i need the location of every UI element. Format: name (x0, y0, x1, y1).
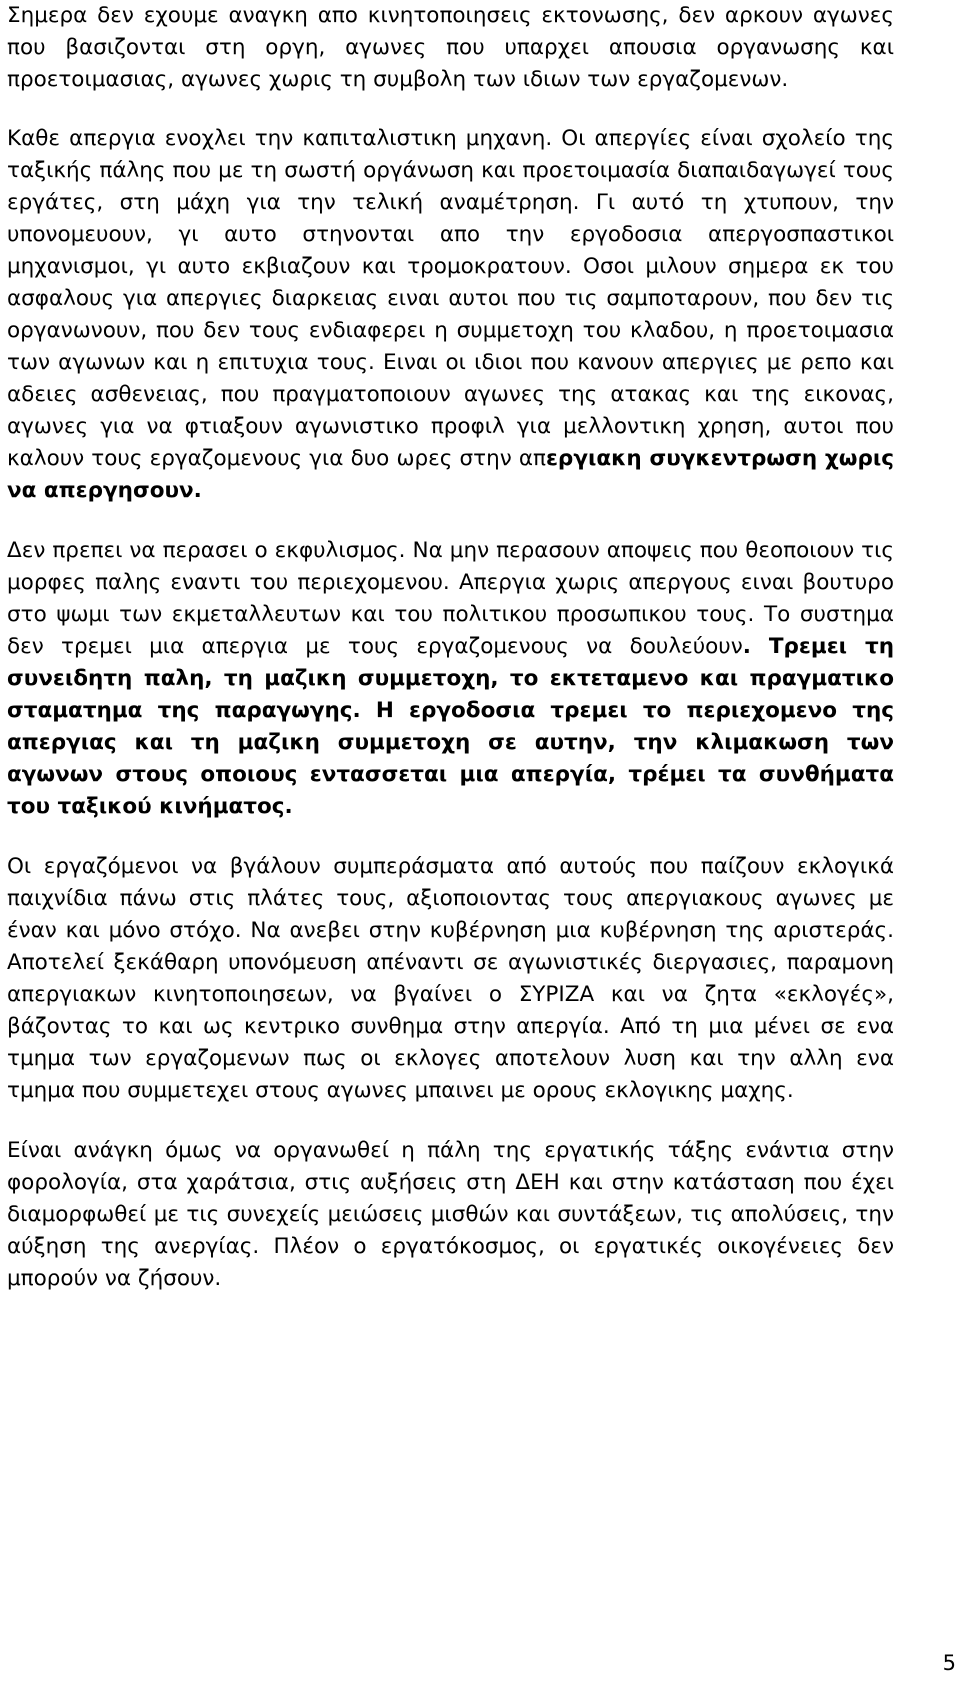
page-number: 5 (942, 1651, 956, 1675)
paragraph-3 (7, 535, 894, 823)
document-page (7, 0, 894, 1295)
paragraph-1 (7, 0, 894, 96)
paragraph-4 (7, 851, 894, 1107)
paragraph-2-bold-text: εργιακη συγκεντρωση χωρις να απεργησουν. (7, 446, 894, 503)
paragraph-2 (7, 123, 894, 507)
paragraph-5-text: Είναι ανάγκη όμως να οργανωθεί η πάλη της εργατικής τάξης ενάντια στην φορολογία, στα χαράτσια, στις αυξήσεις στη ΔΕΗ και στην κατάσταση που έχει διαμορφωθεί με τις συνεχείς μειώσεις μισθών και συντάξεων, τις απολύσεις, την αύξηση της ανεργίας. Πλέον ο εργατόκοσμος, οι εργατικές οικογένειες δεν μπορούν να ζήσουν. (7, 1138, 894, 1291)
paragraph-1-text: Σημερα δεν εχουμε αναγκη απο κινητοποιησεις εκτονωσης, δεν αρκουν αγωνες που βασιζονται στη οργη, αγωνες που υπαρχει απουσια οργανωσης και προετοιμασιας, αγωνες χωρις τη συμβολη των ιδιων των εργαζομενων. (7, 3, 894, 92)
paragraph-4-text: Οι εργαζόμενοι να βγάλουν συμπεράσματα από αυτούς που παίζουν εκλογικά παιχνίδια πάνω στις πλάτες τους, αξιοποιοντας τους απεργιακους αγωνες με έναν και μόνο στόχο. Να ανεβει στην κυβέρνηση μια κυβέρνηση της αριστεράς. Αποτελεί ξεκάθαρη υπονόμευση απέναντι σε αγωνιστικές διεργασιες, παραμονη απεργιακων κινητοποιησεων, να βγαίνει ο ΣΥΡΙΖΑ και να ζητα «εκλογές», βάζοντας το και ως κεντρικο συνθημα στην απεργία. Από τη μια μένει σε ενα τμημα των εργαζομενων πως οι εκλογες αποτελουν λυση και την αλλη ενα τμημα που συμμετεχει στους αγωνες μπαινει με ορους εκλογικης μαχης. (7, 854, 894, 1103)
paragraph-2-text: Καθε απεργια ενοχλει την καπιταλιστικη μηχανη. Οι απεργίες είναι σχολείο της ταξικής πάλης που με τη σωστή οργάνωση και προετοιμασία διαπαιδαγωγεί τους εργάτες, στη μάχη για την τελική αναμέτρηση. Γι αυτό τη χτυπουν, την υπονομευουν, γι αυτο στηνονται απο την εργοδοσια απεργοσπαστικοι μηχανισμοι, γι αυτο εκβιαζουν και τρομοκρατουν. Οσοι μιλουν σημερα εκ του ασφαλους για απεργιες διαρκειας ειναι αυτοι που τις σαμποταρουν, που δεν τις οργανωνουν, που δεν τους ενδιαφερει η συμμετοχη του κλαδου, η προετοιμασια των αγωνων και η επιτυχια τους. Ειναι οι ιδιοι που κανουν απεργιες με ρεπο και αδειες ασθενειας, που πραγματοποιουν αγωνες της ατακας και της εικονας, αγωνες για να φτιαξουν αγωνιστικο προφιλ για μελλοντικη χρηση, αυτοι που καλουν τους εργαζομενους για δυο ωρες στην απ (7, 126, 894, 471)
paragraph-5 (7, 1135, 894, 1295)
paragraph-3-text: Δεν πρεπει να περασει ο εκφυλισμος. Να μην περασουν αποψεις που θεοποιουν τις μορφες παλης εναντι του περιεχομενου. Απεργια χωρις απεργους ειναι βουτυρο στο ψωμι των εκμεταλλευτων και του πολιτικου προσωπικου τους. Το συστημα δεν τρεμει μια απεργια με τους εργαζομενους να δουλεύουν (7, 538, 894, 659)
paragraph-3-bold-text: . Τρεμει τη συνειδητη παλη, τη μαζικη συμμετοχη, το εκτεταμενο και πραγματικο σταματημα της παραγωγης. Η εργοδοσια τρεμει το περιεχομενο της απεργιας και τη μαζικη συμμετοχη σε αυτην, την κλιμακωση των αγωνων στους οποιους εντασσεται μια απεργία, τρέμει τα συνθήματα του ταξικού κινήματος. (7, 634, 894, 819)
